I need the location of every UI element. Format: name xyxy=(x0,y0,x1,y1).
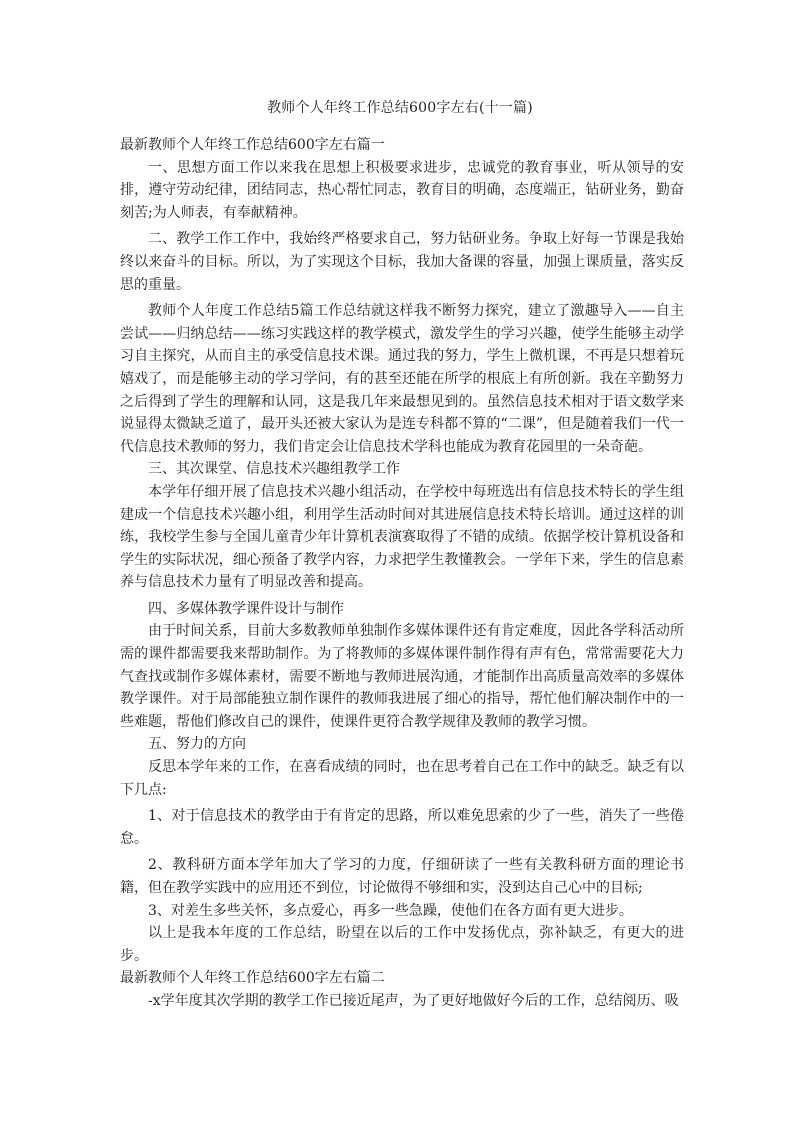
paragraph: 以上是我本年度的工作总结，盼望在以后的工作中发扬优点，弥补缺乏，有更大的进步。 xyxy=(120,925,684,964)
list-item: 1、对于信息技术的教学由于有肯定的思路，所以难免思索的少了一些，消失了一些倦怠。 xyxy=(120,808,684,847)
paragraph: 本学年仔细开展了信息技术兴趣小组活动，在学校中每班选出有信息技术特长的学生组建成一个信息技术兴趣小组，利用学生活动时间对其进展信息技术特长培训。通过这样的训练，我校学生参与全国儿童青少年计算机表演赛取得了不错的成绩。依据学校计算机设备和学生的实际状况，细心预备了教学内容，力求把学生教懂教会。一学年下来，学生的信息素养与信息技术力量有了明显改善和提高。 xyxy=(120,483,684,591)
paragraph: 一、思想方面工作以来我在思想上积极要求进步，忠诚党的教育事业，听从领导的安排，遵守劳动纪律，团结同志，热心帮忙同志，教育目的明确，态度端正，钻研业务，勤奋刻苦;为人师表，有奉献精神。 xyxy=(120,159,684,221)
subheading: 五、努力的方向 xyxy=(148,736,246,753)
section-heading-2: 最新教师个人年终工作总结600字左右篇二 xyxy=(120,970,385,987)
paragraph: 由于时间关系，目前大多数教师单独制作多媒体课件还有肯定难度，因此各学科活动所需的课件都需要我来帮助制作。为了将教师的多媒体课件制作得有声有色，常常需要花大力气查找或制作多媒体素材，需要不断地与教师进展沟通，才能制作出高质量高效率的多媒体教学课件。对于局部能独立制作课件的教师我进展了细心的指导，帮忙他们解决制作中的一些难题，帮他们修改自己的课件，使课件更符合教学规律及教师的教学习惯。 xyxy=(120,623,684,730)
subheading: 四、多媒体教学课件设计与制作 xyxy=(148,600,344,617)
paragraph: 二、教学工作工作中，我始终严格要求自己，努力钻研业务。争取上好每一节课是我始终以来奋斗的目标。所以，为了实现这个目标，我加大备课的容量，加强上课质量，落实反思的重量。 xyxy=(120,231,684,293)
paragraph: 反思本学年来的工作，在喜看成绩的同时，也在思考着自己在工作中的缺乏。缺乏有以下几点: xyxy=(120,759,684,798)
document-body xyxy=(120,134,684,1013)
section-heading-1: 最新教师个人年终工作总结600字左右篇一 xyxy=(120,137,385,153)
document-title: 教师个人年终工作总结600字左右(十一篇) xyxy=(267,100,533,116)
list-item: 2、教科研方面本学年加大了学习的力度，仔细研读了一些有关教科研方面的理论书籍，但在教学实践中的应用还不到位，讨论做得不够细和实，没到达自己心中的目标; xyxy=(120,857,684,896)
paragraph: -x学年度其次学期的教学工作已接近尾声，为了更好地做好今后的工作，总结阅历、吸 xyxy=(148,992,679,1009)
list-item: 3、对差生多些关怀，多点爱心，再多一些急躁，使他们在各方面有更大进步。 xyxy=(148,902,633,919)
subheading: 三、其次课堂、信息技术兴趣组教学工作 xyxy=(148,461,400,478)
paragraph: 教师个人年度工作总结5篇工作总结就这样我不断努力探究，建立了激趣导入——自主尝试——归纳总结——练习实践这样的教学模式，激发学生的学习兴趣，使学生能够主动学习自主探究，从而自主的承受信息技术课。通过我的努力，学生上微机课，不再是只想着玩嬉戏了，而是能够主动的学习学问，有的甚至还能在所学的根底上有所创新。我在辛勤努力之后得到了学生的理解和认同，这是我几年来最想见到的。虽然信息技术相对于语文数学来说显得太微缺乏道了，最开头还被大家认为是连专科都不算的“二课”，但是随着我们一代一代信息技术教师的努力，我们肯定会让信息技术学科也能成为教育花园里的一朵奇葩。 xyxy=(120,303,684,455)
